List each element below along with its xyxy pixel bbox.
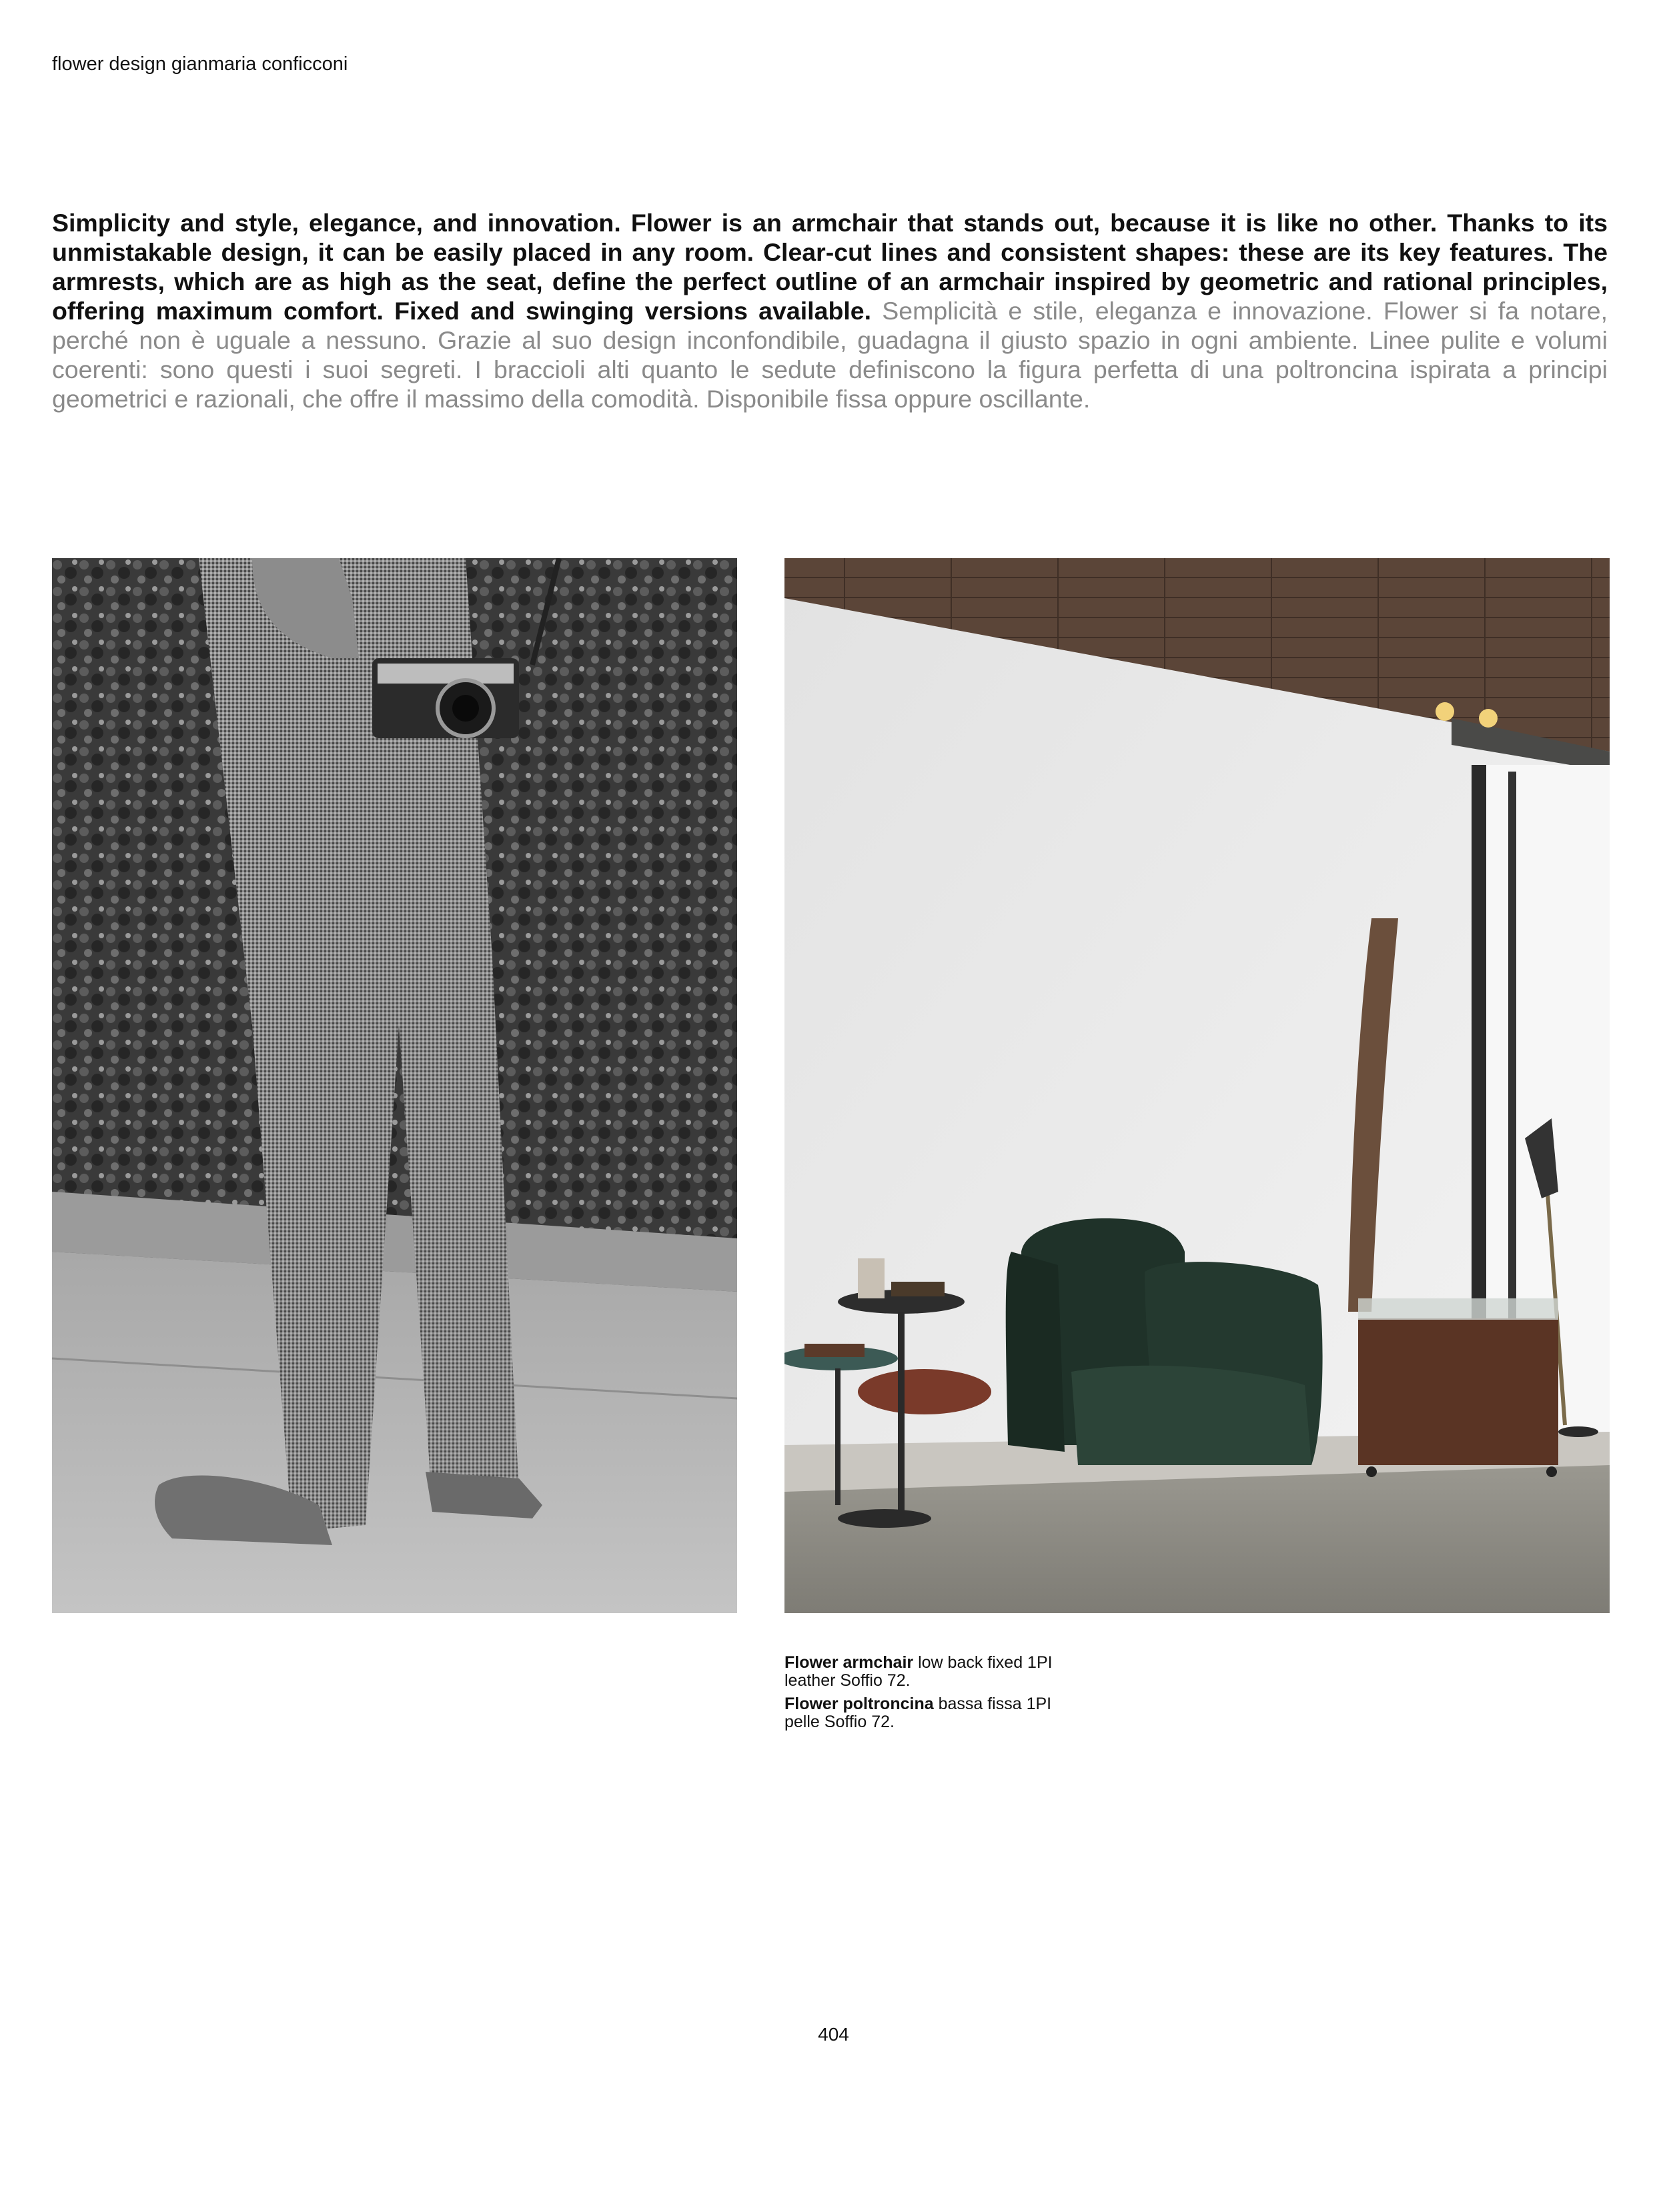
- photo-trousers-camera: [52, 558, 737, 1613]
- photo-flower-armchair-interior: [784, 558, 1610, 1613]
- caption-italian: [784, 1695, 1065, 1731]
- caption-english-text: low back fixed 1PI leather Soffio 72.: [784, 1653, 1053, 1690]
- intro-paragraph: [52, 208, 1608, 413]
- intro-english: Simplicity and style, elegance, and innovation. Flower is an armchair that stands out, because it is like no other. Thanks to its unmistakable design, it can be easily placed in any room. Clear-cut lines and consistent shapes: these are its key features. The armrests, which are as high as the seat, define the perfect outline of an armchair inspired by geometric and rational principles, offering maximum comfort. Fixed and swinging versions available.: [52, 209, 1608, 325]
- photo-caption: [784, 1654, 1065, 1737]
- caption-italian-title: Flower poltroncina: [784, 1695, 934, 1713]
- caption-italian-text: bassa fissa 1PI pelle Soffio 72.: [784, 1695, 1052, 1731]
- caption-english-title: Flower armchair: [784, 1653, 914, 1672]
- caption-english: [784, 1654, 1065, 1690]
- running-header: flower design gianmaria conficconi: [52, 53, 348, 75]
- page-number: 404: [818, 2024, 849, 2045]
- intro-italian: Semplicità e stile, eleganza e innovazione. Flower si fa notare, perché non è uguale a nessuno. Grazie al suo design inconfondibile, guadagna il giusto spazio in ogni ambiente. Linee pulite e volumi coerenti: sono questi i suoi segreti. I braccioli alti quanto le sedute definiscono la figura perfetta di una poltroncina ispirata a principi geometrici e razionali, che offre il massimo della comodità. Disponibile fissa oppure oscillante.: [52, 297, 1608, 413]
